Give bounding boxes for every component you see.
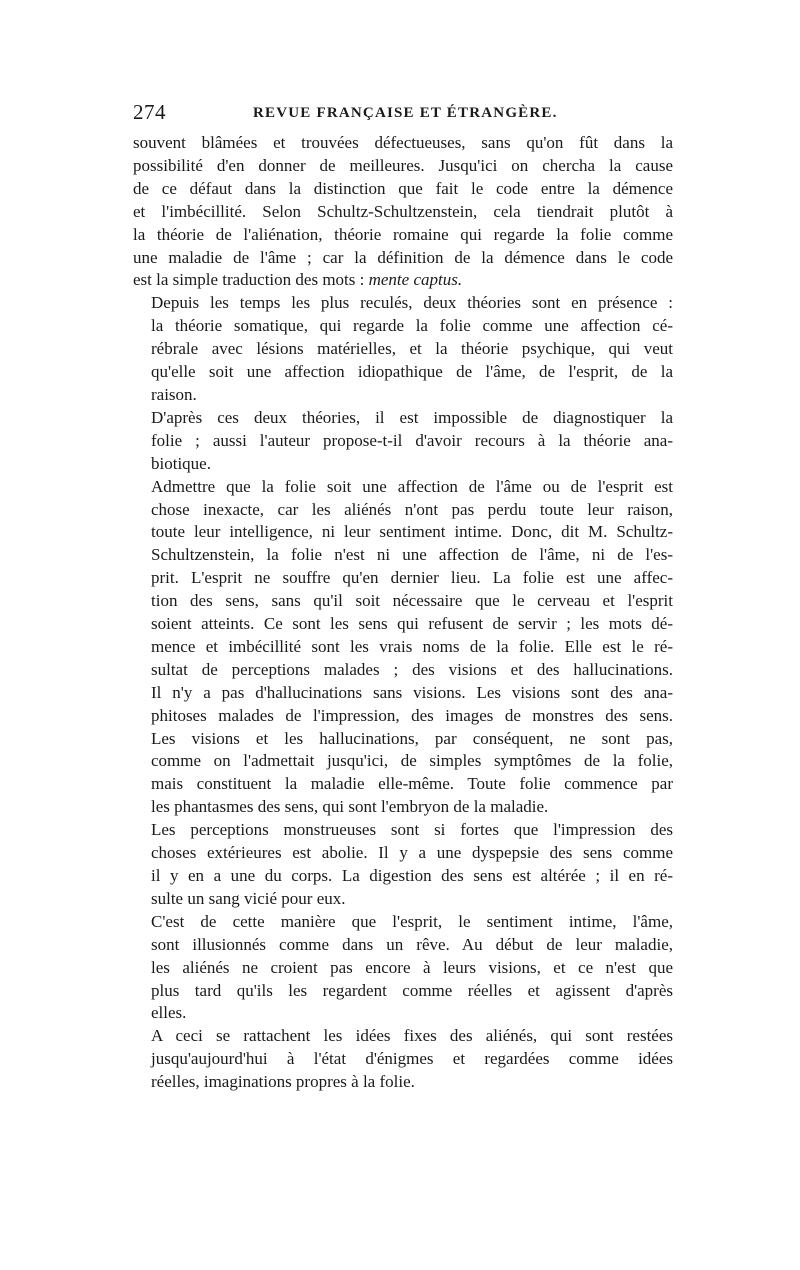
- text-line: Depuis les temps les plus reculés, deux théories sont en présence :: [151, 293, 673, 313]
- text-line: sont illusionnés comme dans un rêve. Au début de leur maladie,: [151, 934, 673, 954]
- text-line: biotique.: [151, 453, 211, 473]
- text-line: les phantasmes des sens, qui sont l'embryon de la maladie.: [151, 797, 549, 817]
- text-line: réelles, imaginations propres à la folie.: [151, 1072, 415, 1092]
- paragraph-2: [133, 292, 673, 407]
- paragraph-6: [133, 911, 673, 1026]
- text-line: il y en a une du corps. La digestion des sens est altérée ; il en ré-: [151, 866, 673, 885]
- text-line: sultat de perceptions malades ; des visions et des hallucinations.: [151, 659, 673, 679]
- text-line: elles.: [151, 1003, 187, 1023]
- text-line: la théorie de l'aliénation, théorie romaine qui regarde la folie comme: [133, 224, 673, 244]
- paragraph-7: [133, 1025, 673, 1094]
- text-line: mence et imbécillité sont les vrais noms de la folie. Elle est le ré-: [151, 636, 673, 656]
- text-line: possibilité d'en donner de meilleures. Jusqu'ici on chercha la cause: [133, 155, 673, 175]
- text-line: phitoses malades de l'impression, des images de monstres des sens.: [151, 705, 673, 725]
- text-line: les aliénés ne croient pas encore à leurs visions, et ce n'est que: [151, 957, 673, 977]
- text-line: et l'imbécillité. Selon Schultz-Schultzenstein, cela tiendrait plutôt à: [133, 201, 673, 221]
- text-line: jusqu'aujourd'hui à l'état d'énigmes et regardées comme idées: [151, 1049, 673, 1069]
- text-line: soient atteints. Ce sont les sens qui refusent de servir ; les mots dé-: [151, 614, 673, 634]
- paragraph-3: [133, 407, 673, 476]
- text-line: est la simple traduction des mots : mente captus.: [133, 270, 463, 290]
- text-line: la théorie somatique, qui regarde la folie comme une affection cé-: [151, 316, 673, 336]
- text-line: folie ; aussi l'auteur propose-t-il d'avoir recours à la théorie ana-: [151, 430, 673, 450]
- text-line: une maladie de l'âme ; car la définition de la démence dans le code: [133, 247, 673, 267]
- text-line: comme on l'admettait jusqu'ici, de simples symptômes de la folie,: [151, 751, 673, 771]
- text-line: D'après ces deux théories, il est impossible de diagnostiquer la: [151, 407, 673, 427]
- text-line: chose inexacte, car les aliénés n'ont pas perdu toute leur raison,: [151, 499, 673, 519]
- text-line: prit. L'esprit ne souffre qu'en dernier lieu. La folie est une affec-: [151, 568, 673, 588]
- body-text: [133, 132, 673, 1094]
- latin-phrase: mente captus.: [368, 270, 463, 290]
- text-line: Admettre que la folie soit une affection de l'âme ou de l'esprit est: [151, 476, 673, 496]
- text-line: choses extérieures est abolie. Il y a une dyspepsie des sens comme: [151, 843, 673, 863]
- paragraph-1: [133, 132, 673, 292]
- text-line: tion des sens, sans qu'il soit nécessaire que le cerveau et l'esprit: [151, 591, 673, 611]
- text-line: sulte un sang vicié pour eux.: [151, 888, 346, 908]
- text-line: Les visions et les hallucinations, par conséquent, ne sont pas,: [151, 728, 673, 748]
- text-line: plus tard qu'ils les regardent comme réelles et agissent d'après: [151, 980, 673, 1000]
- text-line: A ceci se rattachent les idées fixes des aliénés, qui sont restées: [151, 1026, 673, 1046]
- text-line: mais constituent la maladie elle-même. Toute folie commence par: [151, 774, 673, 794]
- text-line: Les perceptions monstrueuses sont si fortes que l'impression des: [151, 820, 673, 840]
- text-line: Il n'y a pas d'hallucinations sans visions. Les visions sont des ana-: [151, 682, 673, 702]
- running-head: [133, 100, 673, 124]
- page-number: 274: [133, 100, 166, 124]
- journal-title: REVUE FRANÇAISE ET ÉTRANGÈRE.: [253, 105, 558, 121]
- text-line: C'est de cette manière que l'esprit, le sentiment intime, l'âme,: [151, 911, 673, 931]
- text-line: raison.: [151, 384, 197, 404]
- text-line: rébrale avec lésions matérielles, et la théorie psychique, qui veut: [151, 339, 673, 359]
- text-line: qu'elle soit une affection idiopathique de l'âme, de l'esprit, de la: [151, 362, 673, 382]
- paragraph-5: [133, 819, 673, 911]
- text-line: de ce défaut dans la distinction que fait le code entre la démence: [133, 178, 673, 198]
- paragraph-4: [133, 476, 673, 820]
- text-line: Schultzenstein, la folie n'est ni une affection de l'âme, ni de l'es-: [151, 545, 673, 565]
- text-line: souvent blâmées et trouvées défectueuses, sans qu'on fût dans la: [133, 133, 673, 152]
- text-line: toute leur intelligence, ni leur sentiment intime. Donc, dit M. Schultz-: [151, 522, 673, 542]
